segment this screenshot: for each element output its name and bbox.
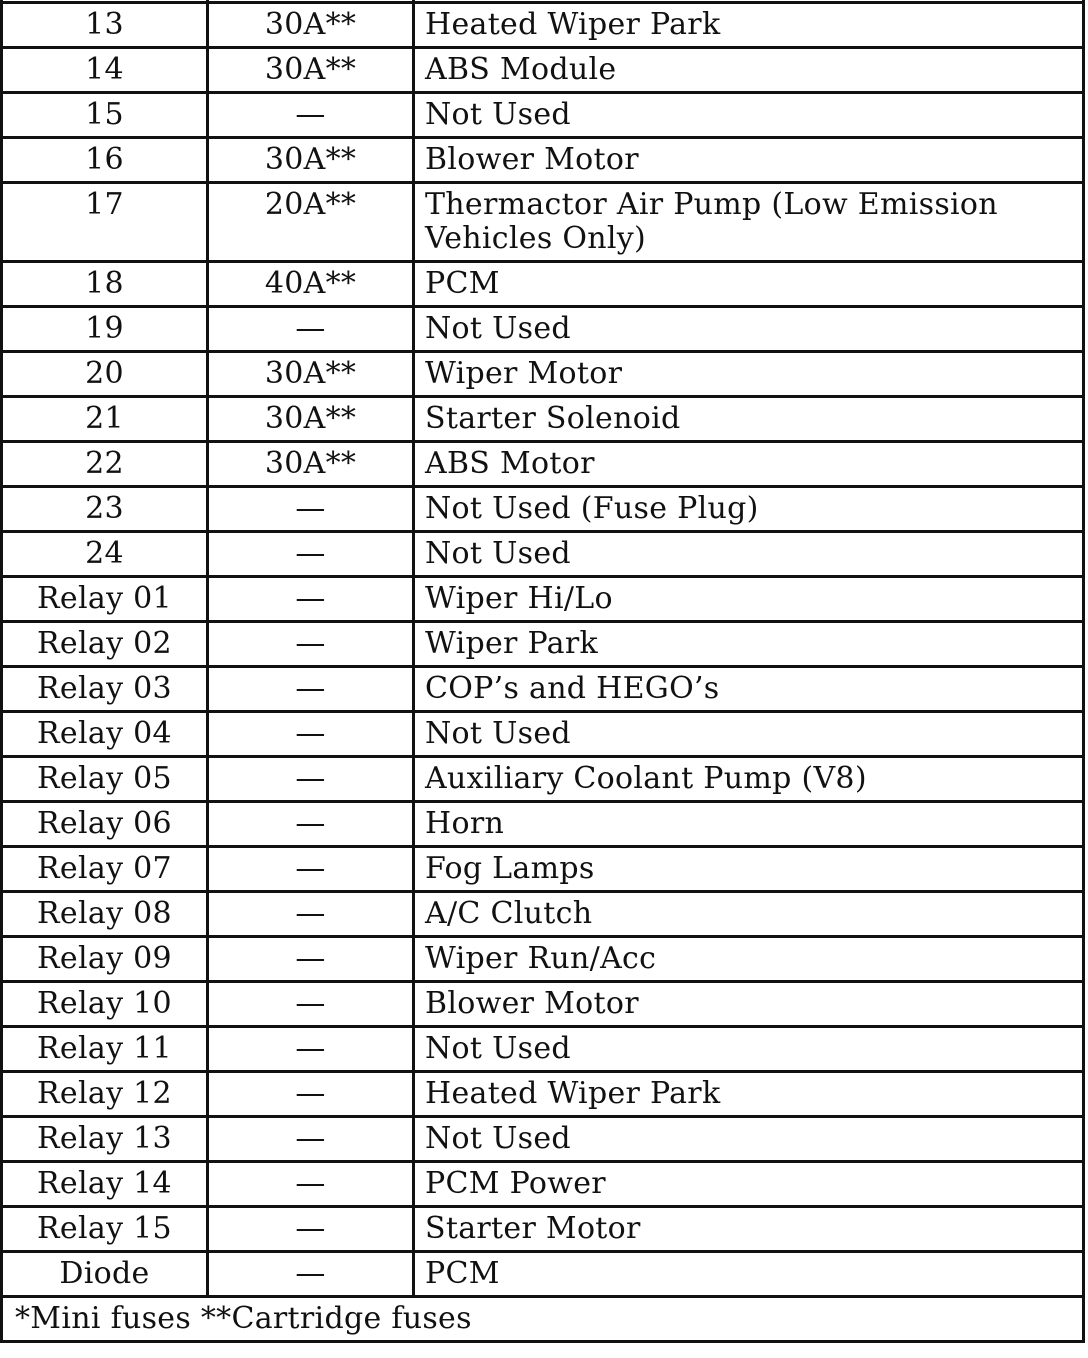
table-row bbox=[2, 1252, 1084, 1297]
rating-cell: — bbox=[208, 802, 414, 847]
table-row bbox=[2, 487, 1084, 532]
footnote-row bbox=[2, 1297, 1084, 1342]
description-cell: Wiper Park bbox=[414, 622, 1084, 667]
description-cell: Not Used (Fuse Plug) bbox=[414, 487, 1084, 532]
table-row bbox=[2, 1162, 1084, 1207]
description-cell: Fog Lamps bbox=[414, 847, 1084, 892]
rating-cell: — bbox=[208, 307, 414, 352]
rating-cell: — bbox=[208, 1117, 414, 1162]
description-cell: Not Used bbox=[414, 712, 1084, 757]
table-row bbox=[2, 532, 1084, 577]
rating-cell: — bbox=[208, 982, 414, 1027]
rating-cell: — bbox=[208, 1252, 414, 1297]
table-row bbox=[2, 3, 1084, 48]
table-row bbox=[2, 1027, 1084, 1072]
table-row bbox=[2, 93, 1084, 138]
position-cell: Relay 08 bbox=[2, 892, 208, 937]
table-row bbox=[2, 1207, 1084, 1252]
rating-cell: 30A** bbox=[208, 138, 414, 183]
description-cell: Not Used bbox=[414, 532, 1084, 577]
rating-cell: — bbox=[208, 93, 414, 138]
table-row bbox=[2, 982, 1084, 1027]
description-cell: COP’s and HEGO’s bbox=[414, 667, 1084, 712]
rating-cell: — bbox=[208, 487, 414, 532]
rating-cell: — bbox=[208, 667, 414, 712]
description-cell: Thermactor Air Pump (Low Emission Vehicles Only) bbox=[414, 183, 1084, 262]
table-row bbox=[2, 397, 1084, 442]
table-row bbox=[2, 1117, 1084, 1162]
table-row bbox=[2, 183, 1084, 262]
position-cell: Relay 09 bbox=[2, 937, 208, 982]
description-cell: Heated Wiper Park bbox=[414, 1072, 1084, 1117]
footnote: *Mini fuses **Cartridge fuses bbox=[2, 1297, 1084, 1342]
rating-cell: — bbox=[208, 532, 414, 577]
position-cell: Relay 01 bbox=[2, 577, 208, 622]
position-cell: 20 bbox=[2, 352, 208, 397]
table-row bbox=[2, 48, 1084, 93]
table-row bbox=[2, 802, 1084, 847]
description-cell: Blower Motor bbox=[414, 982, 1084, 1027]
description-cell: Not Used bbox=[414, 1027, 1084, 1072]
rating-cell: 30A** bbox=[208, 48, 414, 93]
position-cell: Relay 06 bbox=[2, 802, 208, 847]
rating-cell: — bbox=[208, 577, 414, 622]
rating-cell: 20A** bbox=[208, 183, 414, 262]
rating-cell: — bbox=[208, 757, 414, 802]
position-cell: Relay 07 bbox=[2, 847, 208, 892]
position-cell: 21 bbox=[2, 397, 208, 442]
rating-cell: — bbox=[208, 937, 414, 982]
position-cell: Relay 05 bbox=[2, 757, 208, 802]
position-cell: 13 bbox=[2, 3, 208, 48]
rating-cell: 30A** bbox=[208, 442, 414, 487]
description-cell: Not Used bbox=[414, 307, 1084, 352]
rating-cell: — bbox=[208, 622, 414, 667]
table-row bbox=[2, 937, 1084, 982]
position-cell: 18 bbox=[2, 262, 208, 307]
table-row bbox=[2, 667, 1084, 712]
rating-cell: 40A** bbox=[208, 262, 414, 307]
position-cell: Relay 02 bbox=[2, 622, 208, 667]
rating-cell: — bbox=[208, 892, 414, 937]
table-row bbox=[2, 757, 1084, 802]
rating-cell: 30A** bbox=[208, 397, 414, 442]
rating-cell: 30A** bbox=[208, 3, 414, 48]
position-cell: 14 bbox=[2, 48, 208, 93]
description-cell: PCM bbox=[414, 1252, 1084, 1297]
position-cell: 17 bbox=[2, 183, 208, 262]
rating-cell: — bbox=[208, 847, 414, 892]
description-cell: Wiper Hi/Lo bbox=[414, 577, 1084, 622]
position-cell: 19 bbox=[2, 307, 208, 352]
position-cell: Relay 10 bbox=[2, 982, 208, 1027]
position-cell: Diode bbox=[2, 1252, 208, 1297]
position-cell: 15 bbox=[2, 93, 208, 138]
table-row bbox=[2, 1072, 1084, 1117]
description-cell: Not Used bbox=[414, 1117, 1084, 1162]
table-row bbox=[2, 307, 1084, 352]
table-row bbox=[2, 847, 1084, 892]
position-cell: Relay 13 bbox=[2, 1117, 208, 1162]
description-cell: ABS Motor bbox=[414, 442, 1084, 487]
position-cell: Relay 03 bbox=[2, 667, 208, 712]
position-cell: 16 bbox=[2, 138, 208, 183]
position-cell: Relay 12 bbox=[2, 1072, 208, 1117]
table-row bbox=[2, 262, 1084, 307]
position-cell: Relay 04 bbox=[2, 712, 208, 757]
table-row bbox=[2, 442, 1084, 487]
position-cell: Relay 15 bbox=[2, 1207, 208, 1252]
description-cell: Wiper Run/Acc bbox=[414, 937, 1084, 982]
table-row bbox=[2, 577, 1084, 622]
description-cell: Not Used bbox=[414, 93, 1084, 138]
rating-cell: — bbox=[208, 1027, 414, 1072]
table-row bbox=[2, 138, 1084, 183]
rating-cell: — bbox=[208, 1162, 414, 1207]
position-cell: Relay 11 bbox=[2, 1027, 208, 1072]
position-cell: Relay 14 bbox=[2, 1162, 208, 1207]
description-cell: Heated Wiper Park bbox=[414, 3, 1084, 48]
description-cell: Starter Motor bbox=[414, 1207, 1084, 1252]
description-cell: A/C Clutch bbox=[414, 892, 1084, 937]
position-cell: 24 bbox=[2, 532, 208, 577]
position-cell: 22 bbox=[2, 442, 208, 487]
description-cell: PCM bbox=[414, 262, 1084, 307]
description-cell: Horn bbox=[414, 802, 1084, 847]
rating-cell: — bbox=[208, 1207, 414, 1252]
description-cell: ABS Module bbox=[414, 48, 1084, 93]
description-cell: Blower Motor bbox=[414, 138, 1084, 183]
rating-cell: 30A** bbox=[208, 352, 414, 397]
description-cell: Starter Solenoid bbox=[414, 397, 1084, 442]
description-cell: Auxiliary Coolant Pump (V8) bbox=[414, 757, 1084, 802]
table-row bbox=[2, 352, 1084, 397]
table-row bbox=[2, 892, 1084, 937]
rating-cell: — bbox=[208, 712, 414, 757]
description-cell: PCM Power bbox=[414, 1162, 1084, 1207]
position-cell: 23 bbox=[2, 487, 208, 532]
description-cell: Wiper Motor bbox=[414, 352, 1084, 397]
table-row bbox=[2, 622, 1084, 667]
rating-cell: — bbox=[208, 1072, 414, 1117]
table-row bbox=[2, 712, 1084, 757]
